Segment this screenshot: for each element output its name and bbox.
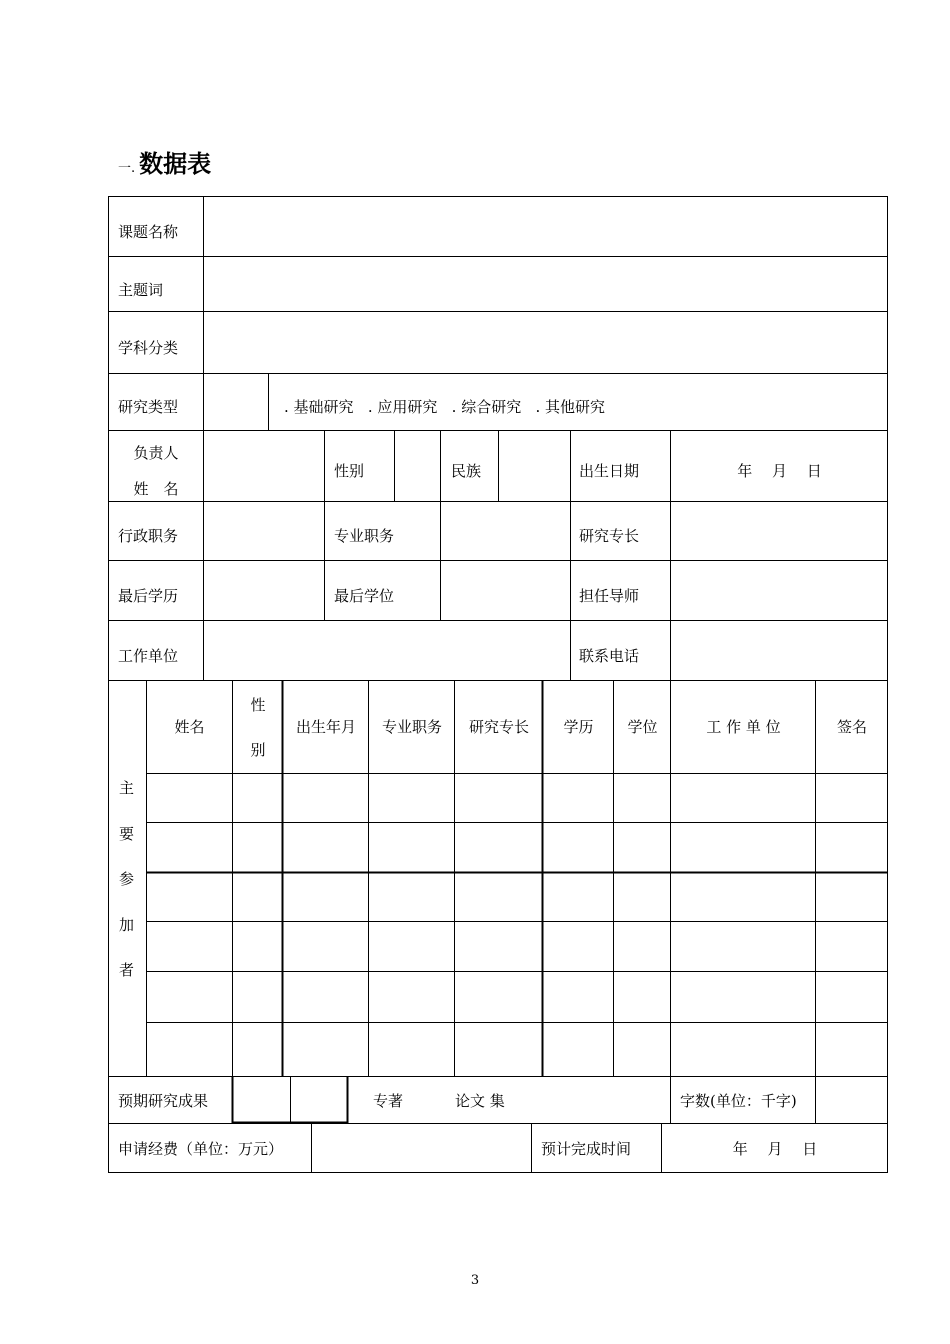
label-admin-post: 行政职务 xyxy=(118,527,179,545)
label-leader-line1: 负责人 xyxy=(133,444,179,462)
header-work-unit: 工 作 单 位 xyxy=(706,718,781,736)
label-gender: 性别 xyxy=(334,462,365,480)
table-border xyxy=(109,197,888,1173)
participants-side-5: 者 xyxy=(119,961,135,979)
label-topic-name: 课题名称 xyxy=(118,223,179,241)
label-funding: 申请经费（单位：万元） xyxy=(118,1140,284,1158)
label-prof-title: 专业职务 xyxy=(334,527,395,545)
header-gender-1: 性 xyxy=(250,696,266,714)
outcome-monograph: 专著 xyxy=(373,1092,404,1110)
participants-side-2: 要 xyxy=(119,825,135,843)
outcome-collection: 论文 集 xyxy=(455,1092,505,1110)
label-birth-date: 出生日期 xyxy=(579,462,640,480)
label-education: 最后学历 xyxy=(118,587,179,605)
label-keywords: 主题词 xyxy=(118,281,164,299)
header-education: 学历 xyxy=(563,718,594,736)
label-research-specialty: 研究专长 xyxy=(579,527,640,545)
outcome-word-count: 字数(单位：千字) xyxy=(680,1092,797,1110)
label-phone: 联系电话 xyxy=(579,647,640,665)
page-number: 3 xyxy=(470,1273,480,1288)
label-work-unit: 工作单位 xyxy=(118,647,179,665)
section-title-text: 数据表 xyxy=(139,150,212,178)
leader-date-placeholder: 年 月 日 xyxy=(737,462,822,480)
header-degree: 学位 xyxy=(627,718,658,736)
label-outcome: 预期研究成果 xyxy=(118,1092,209,1110)
label-discipline: 学科分类 xyxy=(118,339,179,357)
research-type-options: . 基础研究 . 应用研究 . 综合研究 . 其他研究 xyxy=(284,398,606,416)
label-leader-line2: 姓 名 xyxy=(133,480,179,498)
funding-date-placeholder: 年 月 日 xyxy=(732,1140,818,1158)
header-gender-2: 别 xyxy=(250,741,266,759)
participants-side-4: 加 xyxy=(119,916,135,934)
label-research-type: 研究类型 xyxy=(118,398,179,416)
section-number: 一. xyxy=(118,161,136,176)
header-birth: 出生年月 xyxy=(295,718,356,736)
label-degree: 最后学位 xyxy=(334,587,395,605)
label-completion: 预计完成时间 xyxy=(541,1140,632,1158)
header-signature: 签名 xyxy=(836,718,867,736)
header-specialty: 研究专长 xyxy=(468,718,529,736)
participants-side-3: 参 xyxy=(119,870,135,888)
participants-side-1: 主 xyxy=(119,779,135,797)
label-ethnicity: 民族 xyxy=(451,462,482,480)
label-supervisor: 担任导师 xyxy=(579,587,640,605)
header-name: 姓名 xyxy=(174,718,205,736)
header-prof-title: 专业职务 xyxy=(381,718,442,736)
